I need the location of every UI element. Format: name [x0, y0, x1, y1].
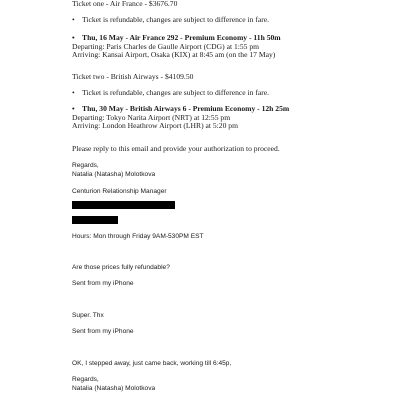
signature-title: Centurion Relationship Manager	[72, 188, 167, 195]
ticket-one-arriving: Arriving: Kansai Airport, Osaka (KIX) at 8:45 am (on the 17 May)	[72, 50, 276, 59]
signature-name: Natalia (Natasha) Molotkova	[72, 171, 156, 178]
ticket-one-refund-item	[72, 15, 269, 25]
reply-question: Are those prices fully refundable?	[72, 264, 170, 271]
bullet-icon: •	[72, 15, 75, 24]
bullet-icon: •	[72, 88, 75, 97]
reply-thanks: Super. Thx	[72, 312, 104, 319]
bullet-icon: •	[72, 104, 75, 113]
ticket-two-refund-item	[72, 88, 269, 98]
closing-name: Natalia (Natasha) Molotkova	[72, 385, 156, 392]
bullet-icon: •	[72, 33, 75, 42]
ticket-two-refund-note: Ticket is refundable, changes are subject to difference in fare.	[82, 88, 270, 97]
signature-hours: Hours: Mon through Friday 9AM-530PM EST	[72, 233, 204, 240]
redaction-bar	[72, 216, 118, 224]
ticket-one-header: Ticket one - Air France - $3676.70	[72, 0, 178, 8]
signature-regards: Regards,	[72, 162, 99, 169]
ticket-two-header: Ticket two - British Airways - $4109.50	[72, 72, 194, 81]
ticket-one-refund-note: Ticket is refundable, changes are subject to difference in fare.	[82, 15, 270, 24]
ticket-two-arriving: Arriving: London Heathrow Airport (LHR) at 5:20 pm	[72, 121, 238, 130]
reply-stepped-away: OK, I stepped away, just came back, working till 6:45p,	[72, 360, 232, 367]
redaction-bar	[72, 201, 175, 209]
ticket-one-flight: Thu, 16 May - Air France 292 - Premium Economy - 11h 50m	[82, 33, 281, 42]
sent-from-iphone: Sent from my iPhone	[72, 280, 134, 287]
closing-regards: Regards,	[72, 376, 99, 383]
reply-request: Please reply to this email and provide your authorization to proceed.	[72, 144, 280, 153]
ticket-one-departing: Departing: Paris Charles de Gaulle Airport (CDG) at 1:55 pm	[72, 42, 260, 51]
ticket-two-departing: Departing: Tokyo Narita Airport (NRT) at 12:55 pm	[72, 113, 231, 122]
sent-from-iphone: Sent from my iPhone	[72, 328, 134, 335]
ticket-two-flight: Thu, 30 May - British Airways 6 - Premium Economy - 12h 25m	[82, 104, 290, 113]
